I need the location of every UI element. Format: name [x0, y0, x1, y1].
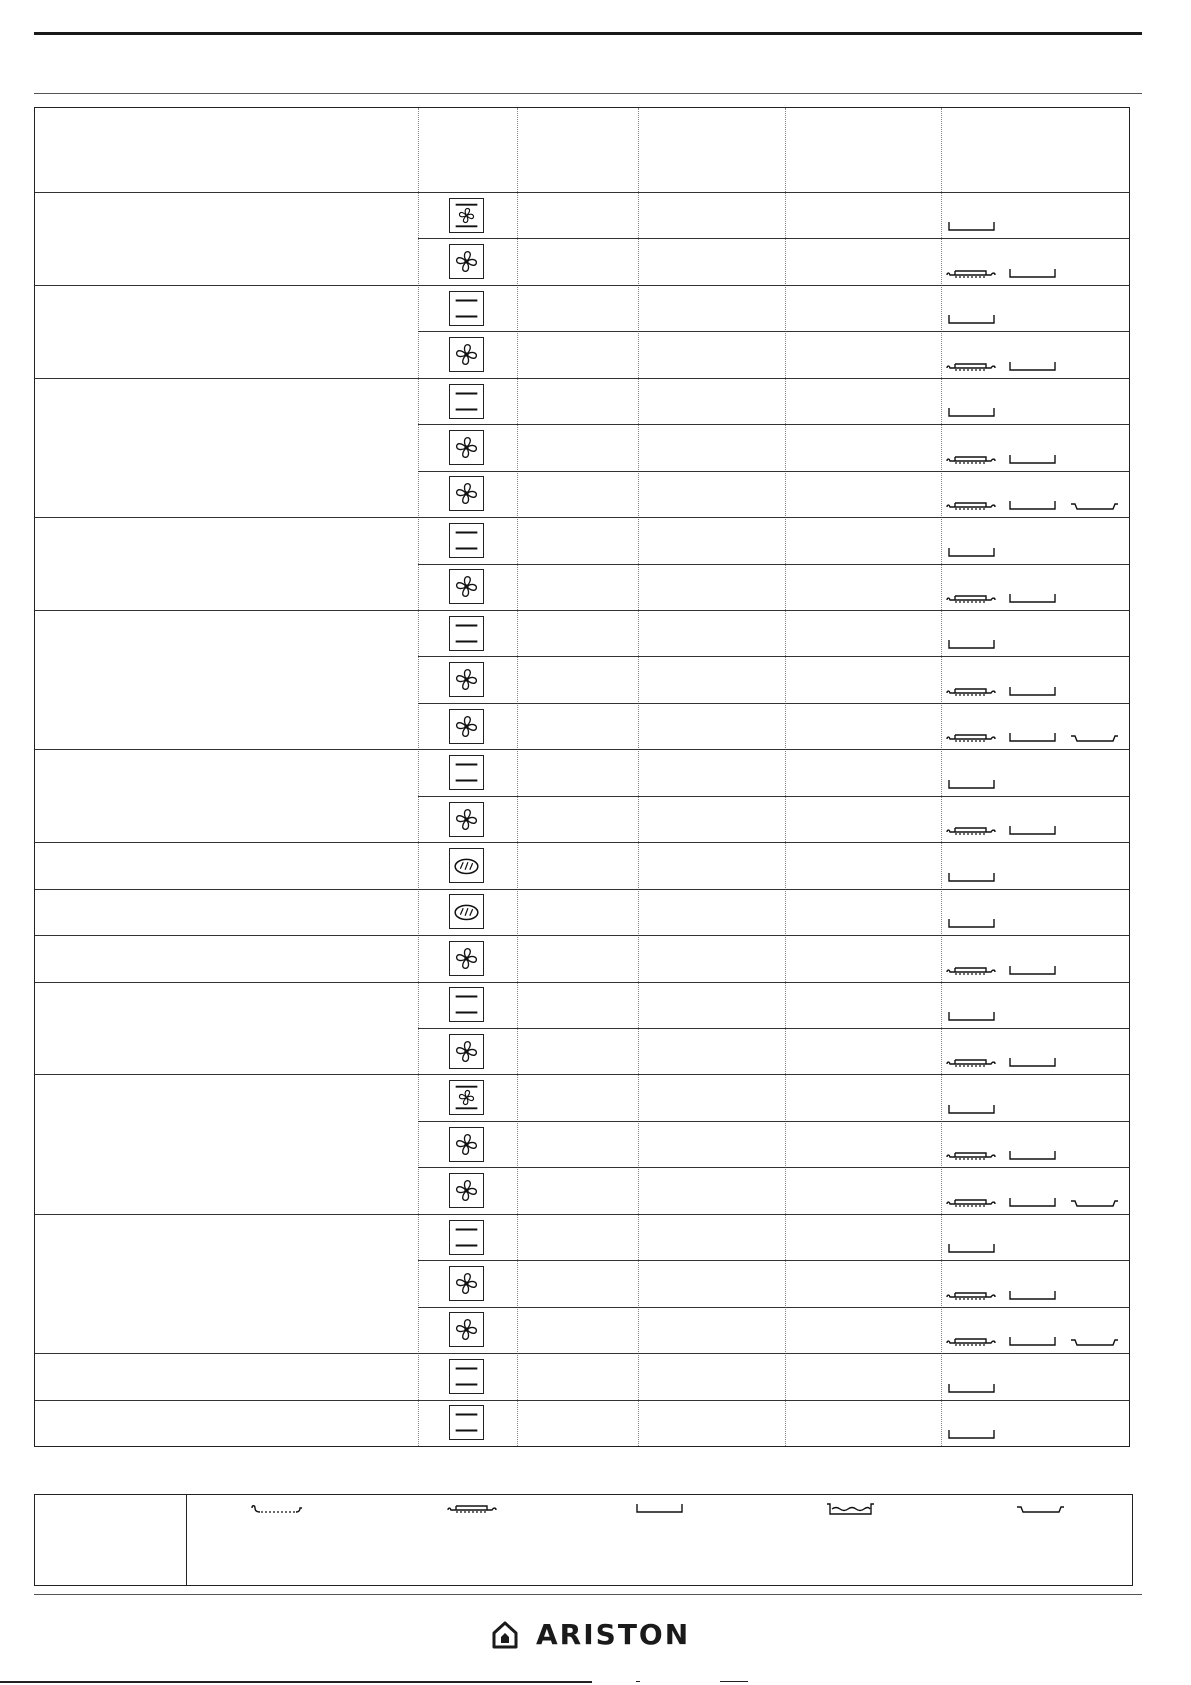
cake-tin-icon	[1010, 1058, 1055, 1066]
fan-icon	[449, 1034, 484, 1069]
footer-edge-mark	[720, 1681, 748, 1682]
cake-tin-icon	[1010, 966, 1055, 974]
row-divider	[418, 703, 1129, 704]
accessory-icons	[947, 1149, 1147, 1169]
cake-tin-icon	[1010, 1291, 1055, 1299]
group-divider	[35, 889, 1129, 890]
baking-tray-icon	[1017, 1507, 1064, 1512]
cake-tin-icon	[1010, 501, 1055, 509]
dripping-pan-icon	[827, 1504, 874, 1514]
group-divider	[35, 935, 1129, 936]
accessory-icons	[947, 638, 1147, 658]
cake-tin-icon	[1010, 1198, 1055, 1206]
accessory-icons	[947, 406, 1147, 426]
footer-edge-mark	[636, 1681, 640, 1682]
column-divider	[785, 108, 786, 1446]
column-divider	[517, 108, 518, 1446]
cake-tin-icon	[949, 1430, 994, 1438]
grill-rack-icon	[947, 968, 995, 974]
accessory-icons	[947, 917, 1147, 937]
accessory-icons	[947, 1056, 1147, 1076]
accessory-icons	[947, 1382, 1147, 1402]
cake-tin-icon	[1010, 1151, 1055, 1159]
accessory-icons	[947, 360, 1147, 380]
grill-rack-icon	[947, 503, 995, 509]
row-divider	[418, 564, 1129, 565]
accessory-icons	[947, 499, 1147, 519]
fan-icon	[449, 244, 484, 279]
top-rule	[34, 32, 1142, 35]
footer-edge-line	[0, 1681, 592, 1683]
column-divider	[941, 108, 942, 1446]
cake-tin-icon	[949, 548, 994, 556]
group-divider	[35, 610, 1129, 611]
ariston-house-icon	[490, 1620, 520, 1650]
accessory-icons	[947, 267, 1147, 287]
grill-rack-icon	[947, 271, 995, 277]
grill-rack-icon	[947, 364, 995, 370]
header-divider	[35, 192, 1129, 193]
legend-divider	[186, 1495, 187, 1585]
conventional-icon	[449, 523, 484, 558]
conventional-icon	[449, 1359, 484, 1394]
group-divider	[35, 517, 1129, 518]
fan-icon	[449, 662, 484, 697]
accessories-legend	[34, 1494, 1133, 1586]
group-divider	[35, 1400, 1129, 1401]
accessory-icons	[947, 592, 1147, 612]
grill-rack-icon	[947, 689, 995, 695]
accessory-icons	[947, 1335, 1147, 1355]
group-divider	[35, 1353, 1129, 1354]
fan-grill-icon	[449, 1080, 484, 1115]
group-divider	[35, 842, 1129, 843]
conventional-icon	[449, 1405, 484, 1440]
accessory-icons	[947, 1010, 1147, 1030]
accessory-icons	[947, 453, 1147, 473]
cake-tin-icon	[949, 1244, 994, 1252]
conventional-icon	[449, 384, 484, 419]
fan-icon	[449, 430, 484, 465]
cake-tin-icon	[949, 873, 994, 881]
fan-grill-icon	[449, 198, 484, 233]
fan-icon	[449, 569, 484, 604]
group-divider	[35, 749, 1129, 750]
cake-tin-icon	[637, 1504, 682, 1512]
conventional-icon	[449, 1220, 484, 1255]
grill-rack-icon	[947, 1200, 995, 1206]
cooking-table	[34, 107, 1130, 1447]
baking-tray-icon	[1071, 1201, 1118, 1206]
accessory-icons	[947, 685, 1147, 705]
group-divider	[35, 1214, 1129, 1215]
accessory-icons	[947, 1103, 1147, 1123]
accessory-icons	[947, 778, 1147, 798]
row-divider	[418, 656, 1129, 657]
accessory-icons	[947, 1289, 1147, 1309]
cake-tin-icon	[1010, 594, 1055, 602]
accessory-icons	[947, 1196, 1147, 1216]
accessory-icons	[947, 313, 1147, 333]
baking-tray-icon	[1071, 736, 1118, 741]
baking-tray-icon	[1071, 504, 1118, 509]
grill-rack-icon	[448, 1506, 496, 1512]
row-divider	[418, 1260, 1129, 1261]
footer-rule	[34, 1594, 1142, 1595]
grill-rack-icon	[947, 828, 995, 834]
cake-tin-icon	[949, 640, 994, 648]
fan-icon	[449, 337, 484, 372]
grill-rack-icon	[947, 1060, 995, 1066]
row-divider	[418, 1121, 1129, 1122]
cake-tin-icon	[949, 315, 994, 323]
grill-rack-icon	[947, 735, 995, 741]
row-divider	[418, 471, 1129, 472]
grill-rack-icon	[947, 1339, 995, 1345]
row-divider	[418, 1028, 1129, 1029]
row-divider	[418, 424, 1129, 425]
fan-icon	[449, 476, 484, 511]
bread-icon	[449, 848, 484, 883]
grill-rack-icon	[947, 596, 995, 602]
conventional-icon	[449, 755, 484, 790]
cake-tin-icon	[1010, 455, 1055, 463]
accessory-icons	[947, 546, 1147, 566]
fan-icon	[449, 1127, 484, 1162]
legend-item	[446, 1503, 516, 1523]
header-rule	[34, 93, 1142, 94]
cake-tin-icon	[949, 1384, 994, 1392]
grill-rack-icon	[947, 1293, 995, 1299]
oven-rack-icon	[252, 1506, 302, 1512]
cake-tin-icon	[949, 222, 994, 230]
cake-tin-icon	[1010, 362, 1055, 370]
fan-icon	[449, 802, 484, 837]
grill-rack-icon	[947, 1153, 995, 1159]
cake-tin-icon	[1010, 733, 1055, 741]
legend-item	[825, 1503, 895, 1523]
cake-tin-icon	[949, 780, 994, 788]
column-divider	[418, 108, 419, 1446]
group-divider	[35, 285, 1129, 286]
conventional-icon	[449, 291, 484, 326]
legend-item	[634, 1503, 704, 1523]
row-divider	[418, 238, 1129, 239]
bread-icon	[449, 894, 484, 929]
cake-tin-icon	[949, 1105, 994, 1113]
conventional-icon	[449, 987, 484, 1022]
accessory-icons	[947, 871, 1147, 891]
fan-icon	[449, 1266, 484, 1301]
cake-tin-icon	[1010, 826, 1055, 834]
row-divider	[418, 796, 1129, 797]
group-divider	[35, 982, 1129, 983]
baking-tray-icon	[1071, 1340, 1118, 1345]
cake-tin-icon	[949, 919, 994, 927]
column-divider	[638, 108, 639, 1446]
conventional-icon	[449, 616, 484, 651]
legend-item	[1015, 1503, 1085, 1523]
brand-footer	[0, 1620, 1191, 1660]
group-divider	[35, 378, 1129, 379]
group-divider	[35, 1074, 1129, 1075]
accessory-icons	[947, 964, 1147, 984]
cake-tin-icon	[1010, 687, 1055, 695]
fan-icon	[449, 941, 484, 976]
cake-tin-icon	[949, 408, 994, 416]
cake-tin-icon	[1010, 269, 1055, 277]
accessory-icons	[947, 1428, 1147, 1448]
row-divider	[418, 331, 1129, 332]
accessory-icons	[947, 1242, 1147, 1262]
cake-tin-icon	[949, 1012, 994, 1020]
brand-name: ARISTON	[536, 1618, 691, 1651]
accessory-icons	[947, 731, 1147, 751]
fan-icon	[449, 1312, 484, 1347]
legend-item	[250, 1503, 320, 1523]
grill-rack-icon	[947, 457, 995, 463]
fan-icon	[449, 1173, 484, 1208]
fan-icon	[449, 709, 484, 744]
accessory-icons	[947, 220, 1147, 240]
row-divider	[418, 1307, 1129, 1308]
accessory-icons	[947, 824, 1147, 844]
cake-tin-icon	[1010, 1337, 1055, 1345]
row-divider	[418, 1167, 1129, 1168]
